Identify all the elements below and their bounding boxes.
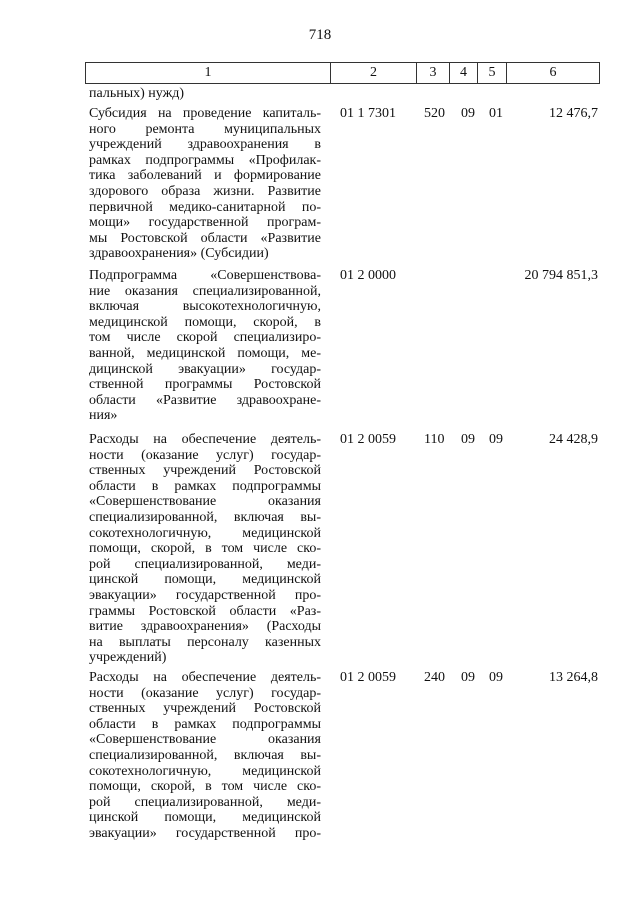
row-name-line: включая высокотехнологичную, <box>89 299 321 315</box>
row-name-line: ности (оказание услуг) государ- <box>89 685 321 701</box>
row-name-line: ние оказания специализированной, <box>89 283 321 299</box>
row-code: 01 2 0059 <box>340 432 396 447</box>
row-name-line: специализированной, включая вы- <box>89 509 321 525</box>
row-name-line: цинской помощи, медицинской <box>89 572 321 588</box>
column-header-3: 3 <box>416 63 449 83</box>
row-name-line: ственной программы Ростовской <box>89 377 321 393</box>
row-name-line: тика заболеваний и формирование <box>89 168 321 184</box>
row-name-line: рамках подпрограммы «Профилак- <box>89 152 321 168</box>
table-column-header <box>85 62 600 84</box>
row-name-line: Расходы на обеспечение деятель- <box>89 432 321 447</box>
row-expense-type: 520 <box>424 106 445 121</box>
row-name-line: ванной, медицинской помощи, ме- <box>89 345 321 361</box>
table-row <box>0 268 640 424</box>
row-code: 01 2 0000 <box>340 268 396 283</box>
row-name-line: сокотехнологичную, медицинской <box>89 763 321 779</box>
row-amount: 12 476,7 <box>549 106 598 121</box>
row-name-line: здорового образа жизни. Развитие <box>89 183 321 199</box>
table-row <box>0 106 640 262</box>
row-amount: 20 794 851,3 <box>524 268 598 283</box>
row-name-line: учреждений здравоохранения в <box>89 137 321 153</box>
row-expense-type: 110 <box>424 432 445 447</box>
row-code: 01 1 7301 <box>340 106 396 121</box>
page-number: 718 <box>308 27 332 43</box>
row-name-line: витие здравоохранения» (Расходы <box>89 619 321 635</box>
row-subsection: 09 <box>489 670 503 685</box>
row-name-line: области «Развитие здравоохране- <box>89 392 321 408</box>
row-subsection: 01 <box>489 106 503 121</box>
row-section: 09 <box>461 432 475 447</box>
row-amount: 13 264,8 <box>549 670 598 685</box>
row-name-line: ного ремонта муниципальных <box>89 121 321 137</box>
column-header-6: 6 <box>506 63 599 83</box>
row-name-line: «Совершенствование оказания <box>89 494 321 510</box>
row-subsection: 09 <box>489 432 503 447</box>
row-name <box>89 432 321 666</box>
row-name-line: ственных учреждений Ростовской <box>89 701 321 717</box>
row-name-line: Подпрограмма «Совершенствова- <box>89 268 321 283</box>
row-name-line: ственных учреждений Ростовской <box>89 463 321 479</box>
column-header-5: 5 <box>477 63 506 83</box>
column-header-4: 4 <box>449 63 477 83</box>
row-name-line: области в рамках подпрограммы <box>89 478 321 494</box>
row-name <box>89 268 321 424</box>
row-name-line: рой специализированной, меди- <box>89 794 321 810</box>
column-header-2: 2 <box>330 63 416 83</box>
row-name-line: на выплаты персоналу казенных <box>89 634 321 650</box>
row-section: 09 <box>461 670 475 685</box>
row-name-line: цинской помощи, медицинской <box>89 810 321 826</box>
row-name-line: здравоохранения» (Субсидии) <box>89 246 269 262</box>
column-header-1: 1 <box>204 65 212 80</box>
row-name <box>89 670 321 842</box>
row-name-line: ния» <box>89 408 118 424</box>
row-name-line: Субсидия на проведение капиталь- <box>89 106 321 121</box>
row-name-line: рой специализированной, меди- <box>89 556 321 572</box>
row-name-line: граммы Ростовской области «Раз- <box>89 603 321 619</box>
table-row <box>0 670 640 842</box>
row-code: 01 2 0059 <box>340 670 396 685</box>
row-amount: 24 428,9 <box>549 432 598 447</box>
row-name-line: первичной медико-санитарной по- <box>89 199 321 215</box>
row-name-line: том числе скорой специализиро- <box>89 330 321 346</box>
row-section: 09 <box>461 106 475 121</box>
row-name-line: специализированной, включая вы- <box>89 747 321 763</box>
row-name-line: эвакуации» государственной про- <box>89 825 321 841</box>
row-name-line: учреждений) <box>89 650 167 666</box>
row-expense-type: 240 <box>424 670 445 685</box>
continuation-text: пальных) нужд) <box>89 86 185 101</box>
row-name-line: ности (оказание услуг) государ- <box>89 447 321 463</box>
row-name-line: Расходы на обеспечение деятель- <box>89 670 321 685</box>
row-name-line: области в рамках подпрограммы <box>89 716 321 732</box>
row-name-line: медицинской помощи, скорой, в <box>89 314 321 330</box>
row-name <box>89 106 321 262</box>
row-name-line: сокотехнологичную, медицинской <box>89 525 321 541</box>
row-name-line: «Совершенствование оказания <box>89 732 321 748</box>
table-row <box>0 432 640 666</box>
row-name-line: мы Ростовской области «Развитие <box>89 230 321 246</box>
row-name-line: дицинской эвакуации» государ- <box>89 361 321 377</box>
row-name-line: помощи, скорой, в том числе ско- <box>89 541 321 557</box>
row-name-line: мощи» государственной програм- <box>89 215 321 231</box>
row-name-line: помощи, скорой, в том числе ско- <box>89 779 321 795</box>
row-name-line: эвакуации» государственной про- <box>89 587 321 603</box>
